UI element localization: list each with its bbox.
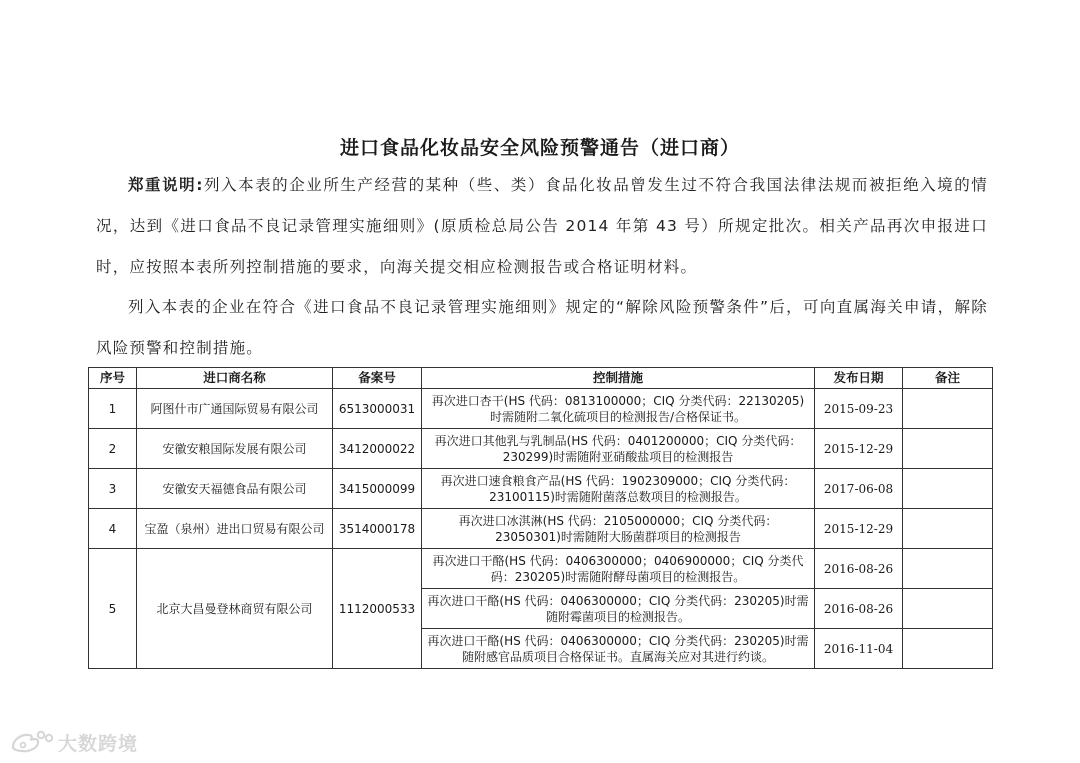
row-date: 2016-08-26 (815, 549, 903, 589)
row-note (903, 389, 993, 429)
row-record: 6513000031 (333, 389, 422, 429)
row-note (903, 469, 993, 509)
row-importer: 阿图什市广通国际贸易有限公司 (137, 389, 333, 429)
header-importer: 进口商名称 (137, 368, 333, 389)
row-measure: 再次进口杏干(HS 代码：0813100000；CIQ 分类代码：22130205)时需随附二氧化硫项目的检测报告/合格保证书。 (422, 389, 815, 429)
header-seq: 序号 (89, 368, 137, 389)
table-row (89, 429, 993, 469)
row-note (903, 429, 993, 469)
row-importer: 宝盈（泉州）进出口贸易有限公司 (137, 509, 333, 549)
row-seq: 3 (89, 469, 137, 509)
row-note (903, 509, 993, 549)
row-seq: 5 (89, 549, 137, 669)
row-seq: 2 (89, 429, 137, 469)
header-date: 发布日期 (815, 368, 903, 389)
header-measure: 控制措施 (422, 368, 815, 389)
row-date: 2016-08-26 (815, 589, 903, 629)
row-seq: 1 (89, 389, 137, 429)
row-measure: 再次进口其他乳与乳制品(HS 代码：0401200000；CIQ 分类代码：230299)时需随附亚硝酸盐项目的检测报告 (422, 429, 815, 469)
row-note (903, 589, 993, 629)
row-date: 2017-06-08 (815, 469, 903, 509)
page-title: 进口食品化妆品安全风险预警通告（进口商） (339, 137, 740, 159)
row-record: 3415000099 (333, 469, 422, 509)
row-date: 2015-12-29 (815, 509, 903, 549)
table-row (89, 509, 993, 549)
weibo-logo-icon (10, 729, 54, 755)
row-measure: 再次进口冰淇淋(HS 代码：2105000000；CIQ 分类代码：23050301)时需随附大肠菌群项目的检测报告 (422, 509, 815, 549)
release-paragraph: 列入本表的企业在符合《进口食品不良记录管理实施细则》规定的“解除风险预警条件”后，可向直属海关申请，解除风险预警和控制措施。 (96, 298, 988, 357)
notice-paragraph (96, 165, 988, 288)
header-record: 备案号 (333, 368, 422, 389)
row-importer: 安徽安粮国际发展有限公司 (137, 429, 333, 469)
row-measure: 再次进口速食粮食产品(HS 代码：1902309000；CIQ 分类代码：23100115)时需随附菌落总数项目的检测报告。 (422, 469, 815, 509)
table-row (89, 389, 993, 429)
watermark-text: 大数跨境 (58, 732, 139, 755)
row-measure: 再次进口干酪(HS 代码：0406300000；0406900000；CIQ 分类代码：230205)时需随附酵母菌项目的检测报告。 (422, 549, 815, 589)
header-note: 备注 (903, 368, 993, 389)
row-note (903, 549, 993, 589)
table-row (89, 549, 993, 589)
row-note (903, 629, 993, 669)
warning-table (88, 367, 993, 669)
table-header-row (89, 368, 993, 389)
row-seq: 4 (89, 509, 137, 549)
row-date: 2015-12-29 (815, 429, 903, 469)
row-record: 3514000178 (333, 509, 422, 549)
row-record: 1112000533 (333, 549, 422, 669)
row-date: 2016-11-04 (815, 629, 903, 669)
row-record: 3412000022 (333, 429, 422, 469)
notice-body: 列入本表的企业所生产经营的某种（些、类）食品化妆品曾发生过不符合我国法律法规而被拒绝入境的情况，达到《进口食品不良记录管理实施细则》(原质检总局公告 2014 年第 43 号）所规定批次。相关产品再次申报进口时，应按照本表所列控制措施的要求，向海关提交相应检测报告或合格证明材料。 (96, 176, 988, 276)
watermark (10, 728, 138, 756)
row-measure: 再次进口干酪(HS 代码：0406300000；CIQ 分类代码：230205)时需随附感官品质项目合格保证书。直属海关应对其进行约谈。 (422, 629, 815, 669)
table-row (89, 469, 993, 509)
row-importer: 安徽安天福德食品有限公司 (137, 469, 333, 509)
row-date: 2015-09-23 (815, 389, 903, 429)
row-measure: 再次进口干酪(HS 代码：0406300000；CIQ 分类代码：230205)时需随附霉菌项目的检测报告。 (422, 589, 815, 629)
row-importer: 北京大昌曼登林商贸有限公司 (137, 549, 333, 669)
notice-lead: 郑重说明: (128, 176, 204, 194)
